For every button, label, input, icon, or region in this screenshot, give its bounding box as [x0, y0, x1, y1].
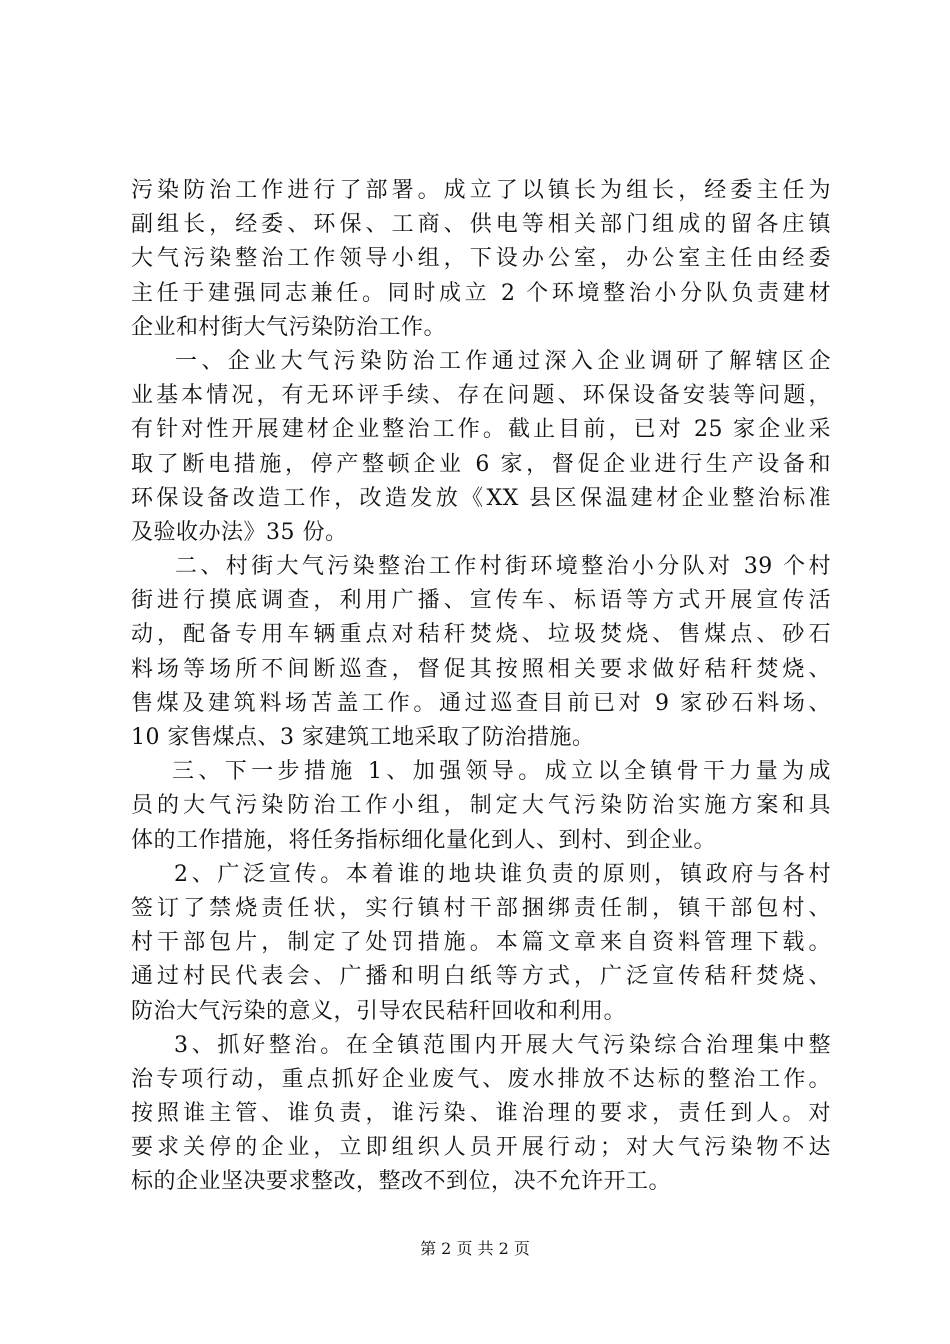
text-line: 及验收办法》35 份。: [131, 519, 348, 545]
text-line: 取了断电措施，停产整顿企业 6 家，督促企业进行生产设备和: [131, 451, 831, 477]
text-line: 企业和村街大气污染防治工作。: [131, 314, 447, 340]
text-line: 体的工作措施，将任务指标细化量化到人、到村、到企业。: [131, 827, 717, 853]
text-line: 员的大气污染防治工作小组，制定大气污染防治实施方案和具: [131, 793, 831, 819]
text-line: 标的企业坚决要求整改，整改不到位，决不允许开工。: [131, 1169, 672, 1195]
text-line: 环保设备改造工作，改造发放《XX 县区保温建材企业整治标准: [131, 485, 831, 511]
text-line: 有针对性开展建材企业整治工作。截止目前，已对 25 家企业采: [131, 417, 831, 443]
text-line: 要求关停的企业，立即组织人员开展行动；对大气污染物不达: [131, 1135, 831, 1161]
text-line: 售煤及建筑料场苫盖工作。通过巡查目前已对 9 家砂石料场、: [131, 690, 831, 716]
paragraph-deployment: [131, 174, 831, 345]
text-line: 防治大气污染的意义，引导农民秸秆回收和利用。: [131, 998, 627, 1024]
text-line: 动，配备专用车辆重点对秸秆焚烧、垃圾焚烧、售煤点、砂石: [131, 622, 831, 648]
text-line: 村干部包片，制定了处罚措施。本篇文章来自资料管理下载。: [131, 930, 831, 956]
text-line: 大气污染整治工作领导小组，下设办公室，办公室主任由经委: [131, 246, 831, 272]
text-line: 一、企业大气污染防治工作通过深入企业调研了解辖区企: [175, 348, 831, 374]
text-line: 3、抓好整治。在全镇范围内开展大气污染综合治理集中整: [174, 1032, 831, 1058]
text-line: 按照谁主管、谁负责，谁污染、谁治理的要求，责任到人。对: [131, 1101, 831, 1127]
text-line: 签订了禁烧责任状，实行镇村干部捆绑责任制，镇干部包村、: [131, 895, 831, 921]
text-line: 业基本情况，有无环评手续、存在问题、环保设备安装等问题，: [131, 383, 831, 409]
paragraph-village-remediation: [131, 550, 831, 755]
text-line: 副组长，经委、环保、工商、供电等相关部门组成的留各庄镇: [131, 212, 831, 238]
text-line: 三、下一步措施 1、加强领导。成立以全镇骨干力量为成: [172, 759, 831, 785]
text-line: 治专项行动，重点抓好企业废气、废水排放不达标的整治工作。: [131, 1066, 831, 1092]
paragraph-next-steps: [131, 755, 831, 858]
text-line: 主任于建强同志兼任。同时成立 2 个环境整治小分队负责建材: [131, 280, 831, 306]
text-line: 通过村民代表会、广播和明白纸等方式，广泛宣传秸秆焚烧、: [131, 964, 831, 990]
text-line: 10 家售煤点、3 家建筑工地采取了防治措施。: [131, 725, 595, 750]
page-footer: [0, 1239, 950, 1259]
text-line: 料场等场所不间断巡查，督促其按照相关要求做好秸秆焚烧、: [131, 656, 831, 682]
paragraph-publicity: [131, 858, 831, 1029]
text-line: 污染防治工作进行了部署。成立了以镇长为组长，经委主任为: [131, 178, 831, 203]
text-line: 2、广泛宣传。本着谁的地块谁负责的原则，镇政府与各村: [174, 861, 831, 887]
page-number: 第 2 页 共 2 页: [420, 1239, 530, 1258]
paragraph-rectification: [131, 1029, 831, 1200]
paragraph-enterprise-prevention: [131, 345, 831, 550]
text-line: 街进行摸底调查，利用广播、宣传车、标语等方式开展宣传活: [131, 588, 831, 614]
document-body: [131, 174, 831, 1200]
text-line: 二、村街大气污染整治工作村街环境整治小分队对 39 个村: [175, 554, 831, 580]
